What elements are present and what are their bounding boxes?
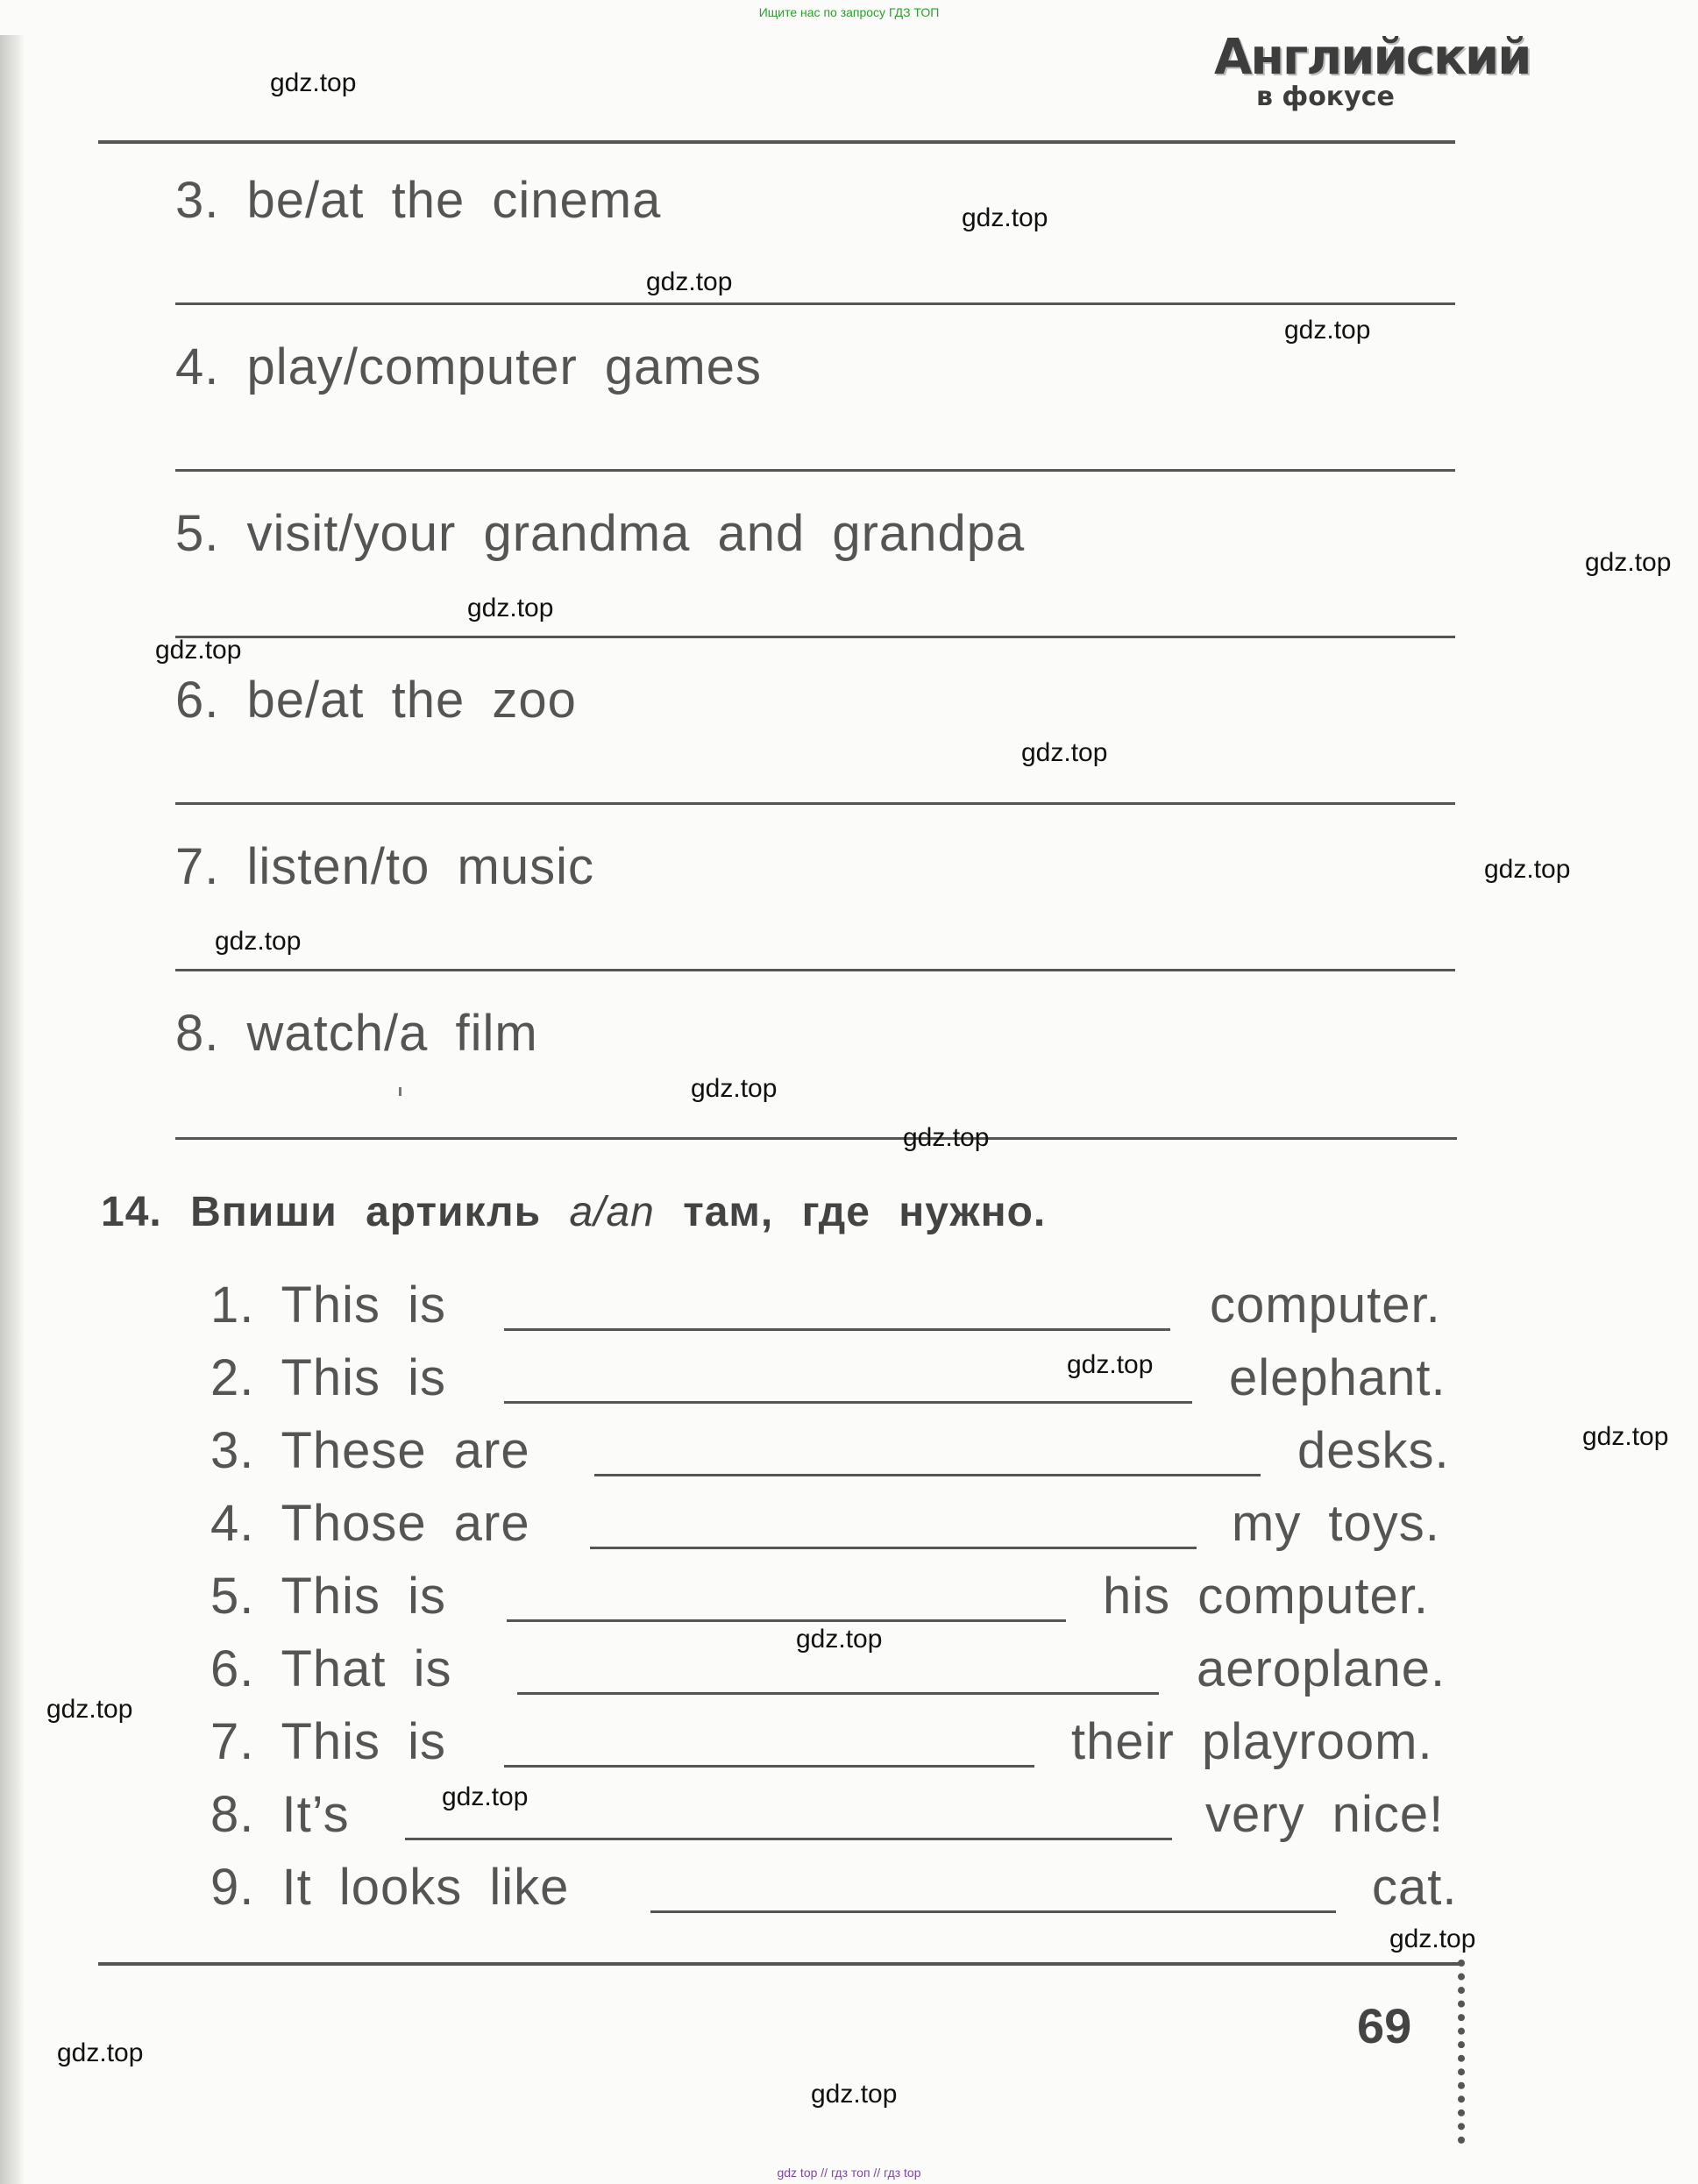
watermark: gdz.top bbox=[1067, 1350, 1154, 1379]
task14-instruction-end: там, где нужно. bbox=[683, 1189, 1047, 1235]
watermark: gdz.top bbox=[796, 1625, 883, 1654]
task14-article: a/an bbox=[569, 1189, 655, 1235]
task14-item-3-before: 3. These are bbox=[210, 1422, 530, 1479]
bottom-watermark-note: gdz top // гдз топ // гдз top bbox=[777, 2166, 921, 2180]
answer-line-6[interactable] bbox=[175, 802, 1455, 805]
task14-item-6-before: 6. That is bbox=[210, 1640, 452, 1697]
task14-blank-6[interactable] bbox=[517, 1692, 1159, 1695]
task14-blank-3[interactable] bbox=[594, 1474, 1261, 1476]
watermark: gdz.top bbox=[962, 203, 1048, 232]
answer-line-4[interactable] bbox=[175, 469, 1455, 472]
task14-instruction-start: Впиши артикль bbox=[190, 1189, 542, 1235]
book-logo bbox=[1214, 29, 1531, 112]
task14-blank-1[interactable] bbox=[504, 1328, 1170, 1331]
task14-item-1-after: computer. bbox=[1210, 1277, 1441, 1334]
task14-item-8-after: very nice! bbox=[1205, 1786, 1445, 1843]
task14-item-6-after: aeroplane. bbox=[1197, 1640, 1446, 1697]
watermark: gdz.top bbox=[215, 927, 302, 956]
header-rule bbox=[98, 140, 1455, 144]
task14-item-3-after: desks. bbox=[1297, 1422, 1450, 1479]
watermark: gdz.top bbox=[811, 2080, 898, 2109]
watermark: gdz.top bbox=[155, 636, 242, 665]
task13-item-3: 3. be/at the cinema bbox=[175, 172, 662, 229]
watermark: gdz.top bbox=[646, 267, 733, 296]
task14-item-4-before: 4. Those are bbox=[210, 1495, 530, 1552]
watermark: gdz.top bbox=[57, 2038, 144, 2067]
task13-item-8: 8. watch/a film bbox=[175, 1005, 538, 1062]
task14-number: 14. bbox=[101, 1189, 162, 1235]
task14-item-9-before: 9. It looks like bbox=[210, 1859, 570, 1916]
task13-item-6: 6. be/at the zoo bbox=[175, 672, 577, 729]
watermark: gdz.top bbox=[1389, 1924, 1476, 1953]
watermark: gdz.top bbox=[46, 1695, 133, 1724]
task14-blank-4[interactable] bbox=[590, 1547, 1197, 1549]
task13-item-5: 5. visit/your grandma and grandpa bbox=[175, 505, 1026, 562]
page-number: 69 bbox=[1357, 1998, 1412, 2053]
page-spine-shadow bbox=[0, 35, 25, 2184]
page-edge-dots bbox=[1458, 1960, 1474, 2144]
watermark: gdz.top bbox=[903, 1123, 990, 1152]
answer-line-7[interactable] bbox=[175, 969, 1455, 971]
footer-rule bbox=[98, 1962, 1464, 1966]
task14-item-4-after: my toys. bbox=[1232, 1495, 1440, 1552]
watermark: gdz.top bbox=[1284, 316, 1371, 345]
task14-item-9-after: cat. bbox=[1372, 1859, 1458, 1916]
watermark: gdz.top bbox=[1582, 1422, 1669, 1451]
watermark: gdz.top bbox=[1021, 738, 1108, 767]
logo-title: Английский bbox=[1214, 29, 1531, 86]
top-search-note: Ищите нас по запросу ГДЗ ТОП bbox=[758, 5, 940, 19]
watermark: gdz.top bbox=[691, 1074, 778, 1103]
task14-item-8-before: 8. It’s bbox=[210, 1786, 350, 1843]
task14-blank-9[interactable] bbox=[650, 1910, 1336, 1913]
watermark: gdz.top bbox=[467, 594, 554, 622]
task14-blank-8[interactable] bbox=[405, 1838, 1172, 1840]
task14-item-7-before: 7. This is bbox=[210, 1713, 447, 1770]
task14-item-5-after: his computer. bbox=[1103, 1568, 1429, 1625]
task14-blank-5[interactable] bbox=[507, 1619, 1066, 1622]
logo-subtitle: в фокусе bbox=[1256, 82, 1395, 112]
task14-blank-2[interactable] bbox=[504, 1401, 1192, 1404]
task14-item-5-before: 5. This is bbox=[210, 1568, 447, 1625]
watermark: gdz.top bbox=[1585, 548, 1672, 577]
task14-heading bbox=[101, 1188, 1046, 1236]
task14-blank-7[interactable] bbox=[504, 1765, 1034, 1768]
watermark: gdz.top bbox=[270, 68, 357, 97]
task14-item-1-before: 1. This is bbox=[210, 1277, 447, 1334]
task13-item-4: 4. play/computer games bbox=[175, 338, 762, 395]
task14-item-7-after: their playroom. bbox=[1071, 1713, 1433, 1770]
answer-line-5[interactable] bbox=[175, 636, 1455, 638]
task13-item-7: 7. listen/to music bbox=[175, 838, 594, 895]
watermark: gdz.top bbox=[442, 1782, 529, 1811]
watermark: gdz.top bbox=[1484, 855, 1571, 884]
answer-line-8[interactable] bbox=[175, 1137, 1457, 1140]
print-speck bbox=[399, 1087, 401, 1096]
task14-item-2-before: 2. This is bbox=[210, 1349, 447, 1406]
answer-line-3[interactable] bbox=[175, 302, 1455, 305]
task14-item-2-after: elephant. bbox=[1229, 1349, 1446, 1406]
